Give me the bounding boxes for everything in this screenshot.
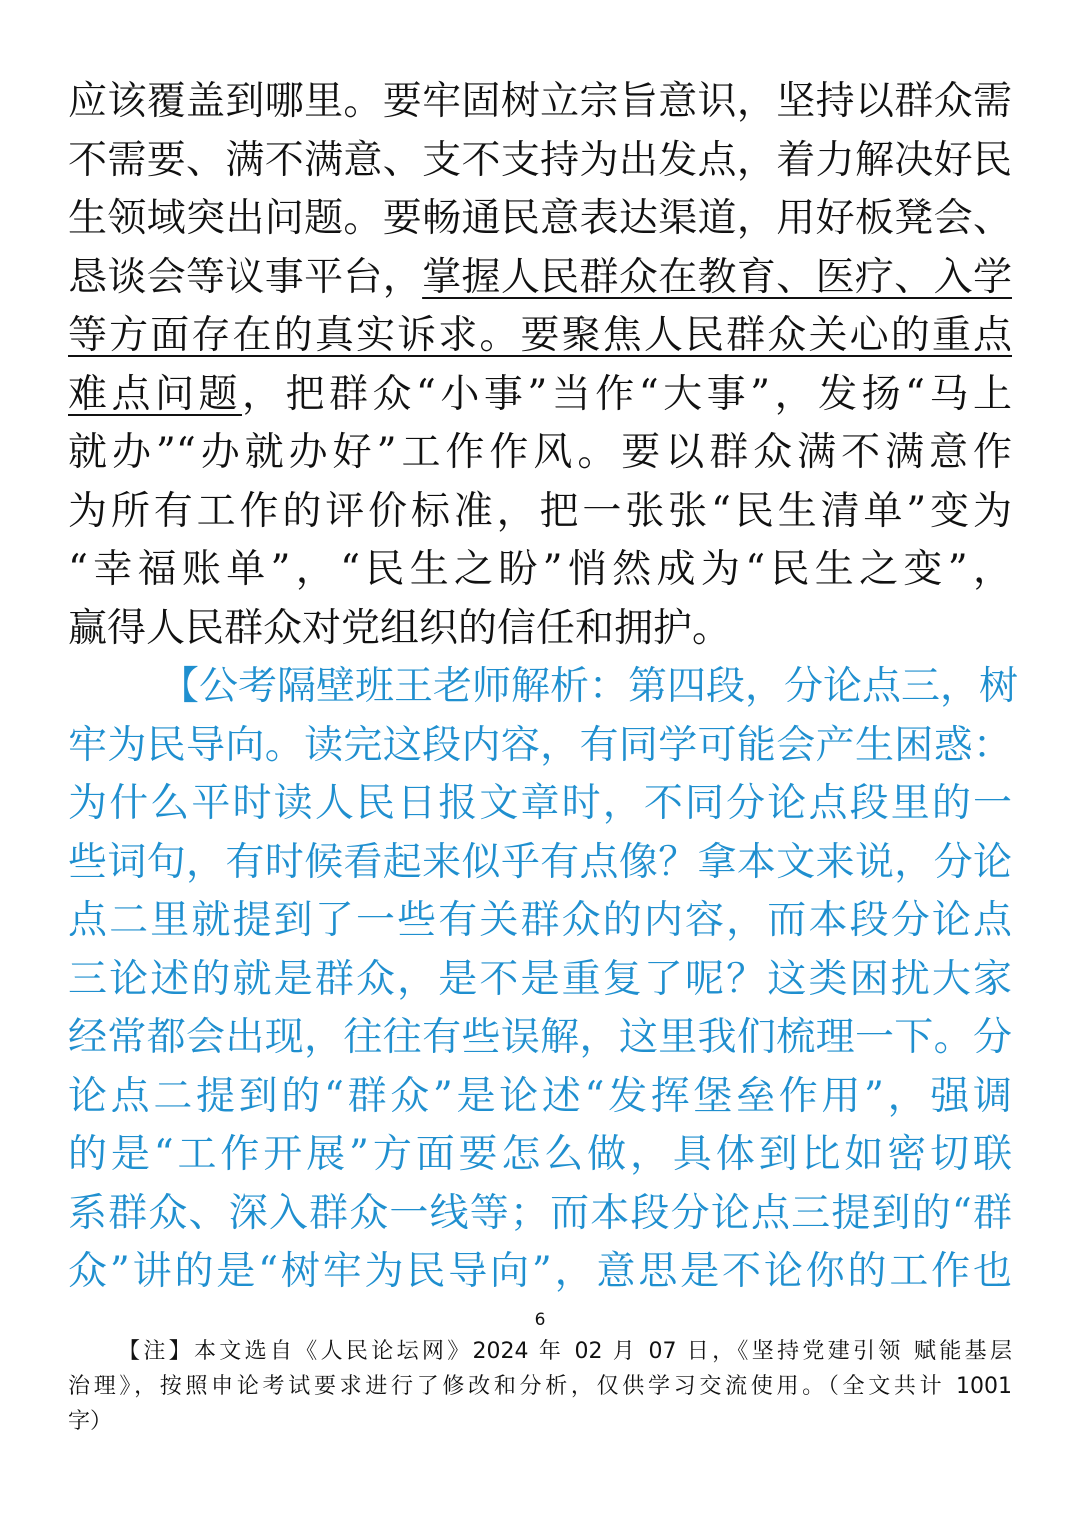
body-line: “幸福账单”，“民生之盼”悄然成为“民生之变”， bbox=[68, 547, 1012, 592]
analysis-line: 经常都会出现，往往有些误解，这里我们梳理一下。分 bbox=[68, 1015, 1012, 1060]
analysis-line: 的是“工作开展”方面要怎么做，具体到比如密切联 bbox=[68, 1132, 1012, 1177]
body-line: 赢得人民群众对党组织的信任和拥护。 bbox=[68, 605, 732, 651]
body-line: 就办”“办就办好”工作作风。要以群众满不满意作 bbox=[68, 430, 1012, 475]
analysis-line: 点二里就提到了一些有关群众的内容，而本段分论点 bbox=[68, 898, 1012, 943]
analysis-line: 论点二提到的“群众”是论述“发挥堡垒作用”，强调 bbox=[68, 1073, 1012, 1119]
body-line: 生领域突出问题。要畅通民意表达渠道，用好板凳会、 bbox=[68, 196, 1012, 241]
footnote-line: 【注】本文选自《人民论坛网》2024 年 02 月 07 日，《坚持党建引领 赋能基层 bbox=[118, 1339, 1012, 1364]
body-line: 为所有工作的评价标准，把一张张“民生清单”变为 bbox=[68, 488, 1012, 534]
body-line bbox=[68, 366, 1012, 425]
analysis-line: 为什么平时读人民日报文章时，不同分论点段里的一 bbox=[68, 781, 1012, 826]
analysis-line: 【公考隔壁班王老师解析：第四段，分论点三，树 bbox=[160, 664, 1019, 709]
analysis-line: 些词句，有时候看起来似乎有点像？拿本文来说，分论 bbox=[68, 839, 1012, 885]
page-number: 6 bbox=[534, 1310, 546, 1330]
footnote bbox=[68, 1334, 1012, 1439]
underlined-text: 等方面存在的真实诉求。要聚焦人民群众关心的重点 bbox=[68, 313, 1012, 358]
main-text bbox=[68, 73, 1019, 1302]
footnote-line: 治理》，按照申论考试要求进行了修改和分析，仅供学习交流使用。（全文共计 1001 bbox=[68, 1374, 1012, 1399]
analysis-line: 系群众、深入群众一线等；而本段分论点三提到的“群 bbox=[68, 1190, 1012, 1236]
body-text-segment: 恳谈会等议事平台， bbox=[68, 254, 423, 300]
body-line: 应该覆盖到哪里。要牢固树立宗旨意识，坚持以群众需 bbox=[68, 79, 1012, 124]
analysis-line: 牢为民导向。读完这段内容，有同学可能会产生困惑： bbox=[68, 722, 1012, 768]
analysis-line: 三论述的就是群众，是不是重复了呢？这类困扰大家 bbox=[68, 956, 1012, 1002]
underlined-text: 难点问题 bbox=[68, 371, 242, 417]
analysis-line: 众”讲的是“树牢为民导向”，意思是不论你的工作也 bbox=[68, 1249, 1012, 1294]
footnote-line: 字） bbox=[68, 1409, 113, 1434]
body-line bbox=[68, 249, 1012, 308]
underlined-text: 掌握人民群众在教育、医疗、入学 bbox=[422, 254, 1012, 300]
body-line: 不需要、满不满意、支不支持为出发点，着力解决好民 bbox=[68, 137, 1012, 183]
body-line bbox=[68, 307, 1012, 366]
body-text-segment: ，把群众“小事”当作“大事”，发扬“马上 bbox=[241, 371, 1012, 417]
